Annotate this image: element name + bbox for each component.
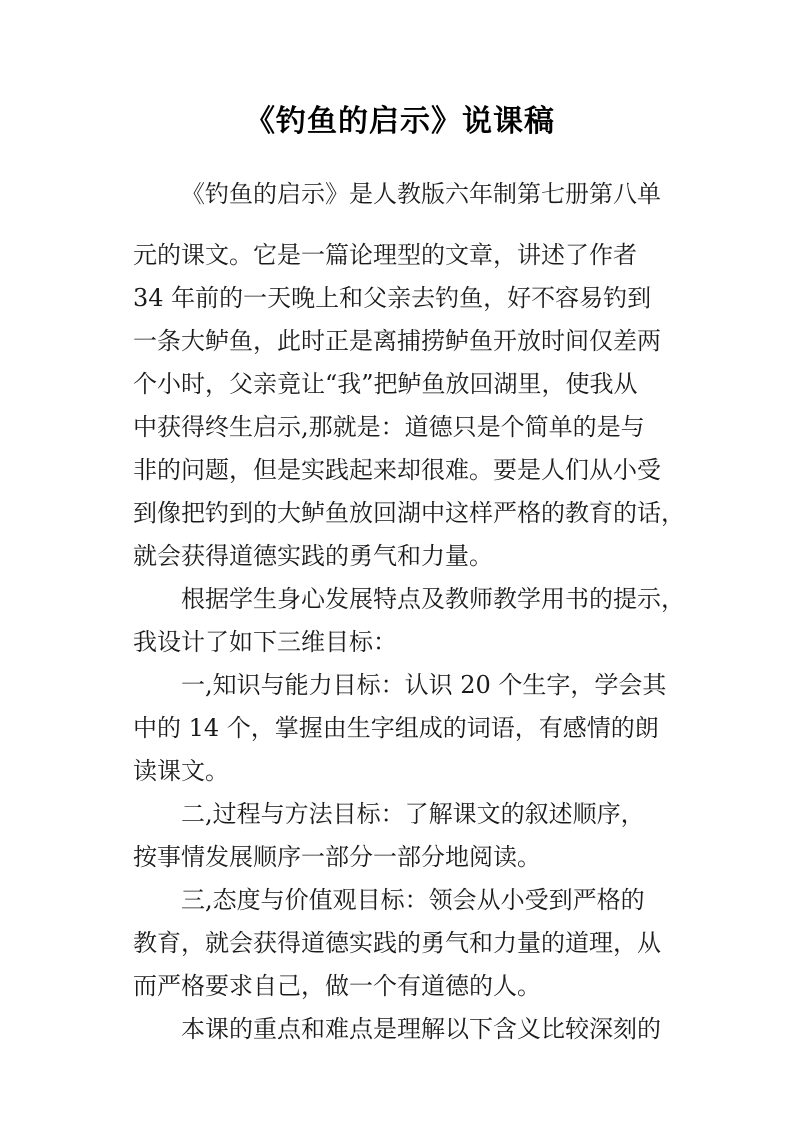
paragraph-line: 中获得终生启示,那就是：道德只是个简单的是与 [133, 413, 645, 441]
paragraph-line: 元的课文。它是一篇论理型的文章，讲述了作者 [133, 241, 637, 269]
paragraph-line: 就会获得道德实践的勇气和力量。 [133, 542, 493, 570]
paragraph-line: 34 年前的一天晚上和父亲去钓鱼，好不容易钓到 [133, 284, 652, 312]
paragraph-line: 一条大鲈鱼，此时正是离捕捞鲈鱼开放时间仅差两 [133, 327, 661, 355]
paragraph-line: 而严格要求自己，做一个有道德的人。 [133, 972, 541, 1000]
paragraph-line: 二,过程与方法目标：了解课文的叙述顺序， [181, 800, 645, 828]
paragraph-line: 本课的重点和难点是理解以下含义比较深刻的 [181, 1015, 661, 1043]
document-title: 《钓鱼的启示》说课稿 [245, 104, 555, 139]
paragraph-line: 读课文。 [133, 757, 229, 785]
paragraph-line: 非的问题，但是实践起来却很难。要是人们从小受 [133, 456, 661, 484]
paragraph-line: 一,知识与能力目标：认识 20 个生字，学会其 [181, 671, 667, 699]
paragraph-line: 教育，就会获得道德实践的勇气和力量的道理，从 [133, 929, 661, 957]
paragraph-line: 我设计了如下三维目标： [133, 628, 397, 656]
paragraph-line: 《钓鱼的启示》是人教版六年制第七册第八单 [181, 180, 661, 208]
paragraph-line: 个小时，父亲竟让“我”把鲈鱼放回湖里，使我从 [133, 370, 638, 398]
paragraph-line: 根据学生身心发展特点及教师教学用书的提示， [181, 585, 685, 613]
paragraph-line: 按事情发展顺序一部分一部分地阅读。 [133, 843, 541, 871]
paragraph-line: 到像把钓到的大鲈鱼放回湖中这样严格的教育的话， [133, 499, 685, 527]
paragraph-line: 中的 14 个，掌握由生字组成的词语，有感情的朗 [133, 714, 659, 742]
paragraph-line: 三,态度与价值观目标：领会从小受到严格的 [181, 886, 645, 914]
